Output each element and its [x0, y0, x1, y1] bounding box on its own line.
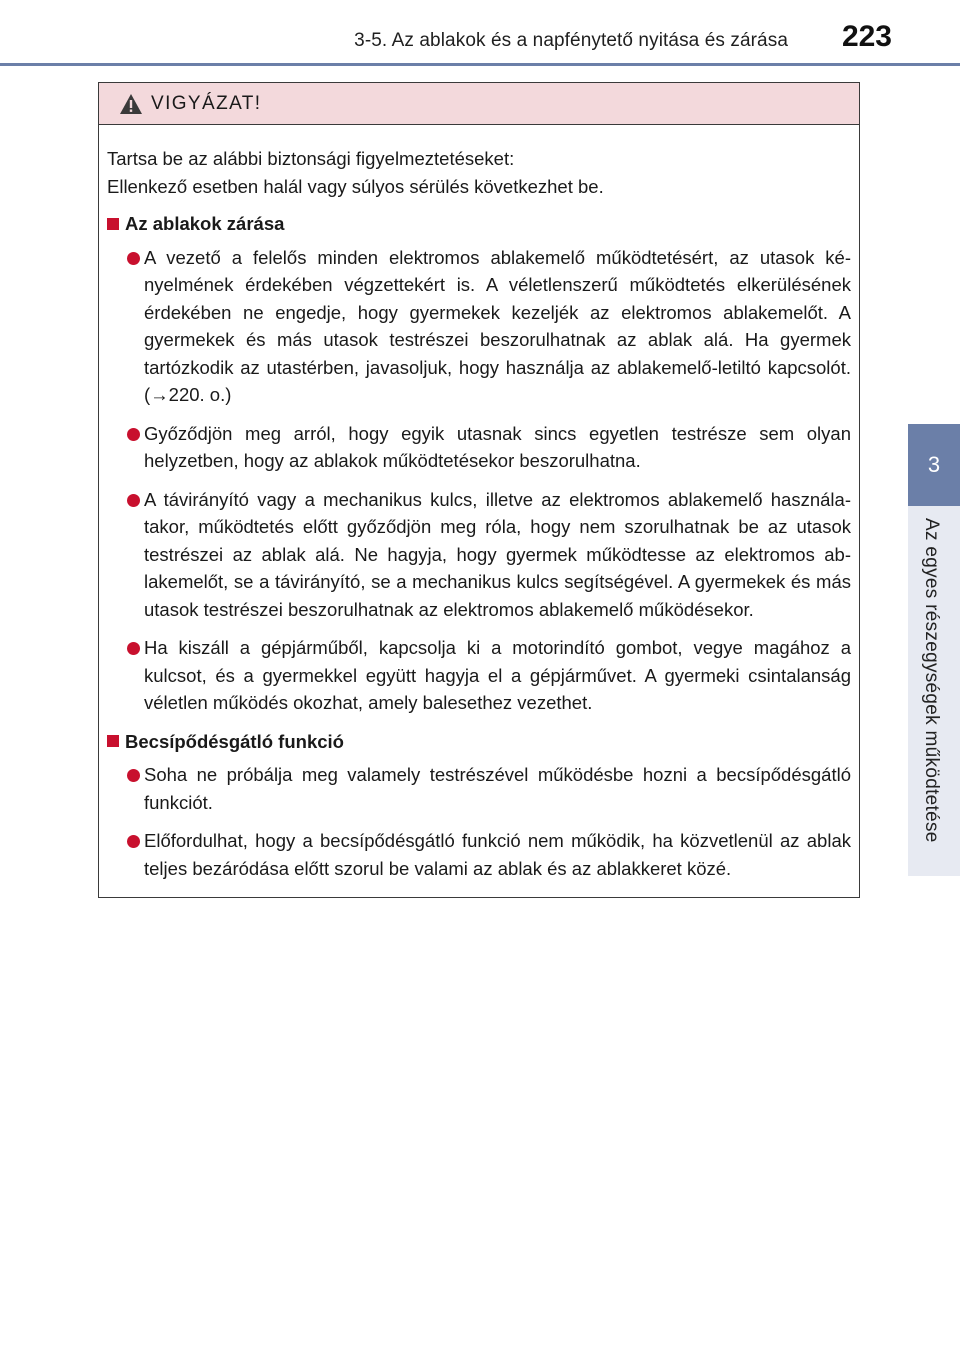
header-rule: [0, 63, 960, 66]
warning-header: [99, 83, 859, 125]
list-item-text: Ha kiszáll a gépjárműből, kapcsolja ki a motorindító gombot, vegye magához a kulcsot, és a gyermekkel együtt hagyja el a gépjárművet. A gyermeki csintalanság véletlen működés okozhat, amely balesethez vezethet.: [144, 637, 851, 713]
list-item-text: A távirányító vagy a mechanikus kulcs, illetve az elektromos ablakemelő használatakor, működtetés előtt győződjön meg róla, hogy nem szorulhatnak be az utasok testrészei az ablak alá. Ne hagyja, hogy gyermek működtesse az elektromos ablakemelőt, se a távirányító, se a mechanikus kulcs segítségével. A gyermekek és más utasok testrészei beszorulhatnak az elektromos ablakemelő működésekor.: [144, 488, 851, 620]
round-bullet-icon: [127, 835, 140, 848]
list-item-text: Előfordulhat, hogy a becsípődésgátló funkció nem működik, ha közvetlenül az ablak teljes bezáródása előtt szorul be valami az ablak és az ablakkeret közé.: [144, 830, 851, 879]
warning-triangle-icon: [119, 93, 143, 115]
section-title: 3-5. Az ablakok és a napfénytető nyitása és zárása: [354, 30, 788, 51]
warning-box: [98, 82, 860, 898]
round-bullet-icon: [127, 769, 140, 782]
section-heading-text: Az ablakok zárása: [125, 213, 285, 234]
list-item: [107, 827, 851, 882]
chapter-number: 3: [927, 452, 941, 477]
page-number: 223: [841, 20, 892, 53]
round-bullet-icon: [127, 428, 140, 441]
section-closing-windows: [107, 210, 851, 717]
intro-line: Ellenkező esetben halál vagy súlyos sérülés következhet be.: [107, 175, 604, 197]
list-item: [107, 761, 851, 816]
section-anti-pinch: [107, 728, 851, 883]
warning-body: [99, 125, 859, 882]
chapter-tab[interactable]: [908, 424, 960, 506]
intro-line: Tartsa be az alábbi biztonsági figyelmeztetéseket:: [107, 148, 515, 169]
list-item: [107, 634, 851, 717]
warning-title: VIGYÁZAT!: [151, 92, 262, 114]
section-heading: [107, 728, 851, 756]
list-item: [107, 244, 851, 409]
section-heading: [107, 210, 851, 238]
section-heading-text: Becsípődésgátló funkció: [125, 730, 344, 752]
list-item: [107, 420, 851, 475]
chapter-title: Az egyes részegységek működtetése: [921, 518, 942, 843]
list-item-text: Győződjön meg arról, hogy egyik utasnak sincs egyetlen testrésze sem olyan helyzetben, hogy az ablakok működtetésekor beszorulhatna.: [144, 422, 851, 471]
round-bullet-icon: [127, 494, 140, 507]
page-header: [0, 0, 960, 64]
warning-intro: [107, 145, 851, 200]
round-bullet-icon: [127, 252, 140, 265]
list-item-text: Soha ne próbálja meg valamely testrészével működésbe hozni a becsípődésgátló funkciót.: [144, 764, 851, 813]
list-item: [107, 486, 851, 624]
round-bullet-icon: [127, 642, 140, 655]
square-bullet-icon: [107, 735, 119, 747]
square-bullet-icon: [107, 218, 119, 230]
list-item-text: A vezető a felelős minden elektromos ablakemelő működtetésért, az utasok kényelmének érdekében végzettekért is. A véletlenszerű működtetés elkerülésének érdekében ne engedje, hogy gyermekek kezeljék az elektromos ablakemelőt. A gyermekek és más utasok testrészei beszorulhatnak az ablak alá. Ha gyermek tartózkodik az utastérben, javasoljuk, hogy használja az ablakemelő-letiltó kapcsolót. (→220. o.): [144, 246, 851, 405]
